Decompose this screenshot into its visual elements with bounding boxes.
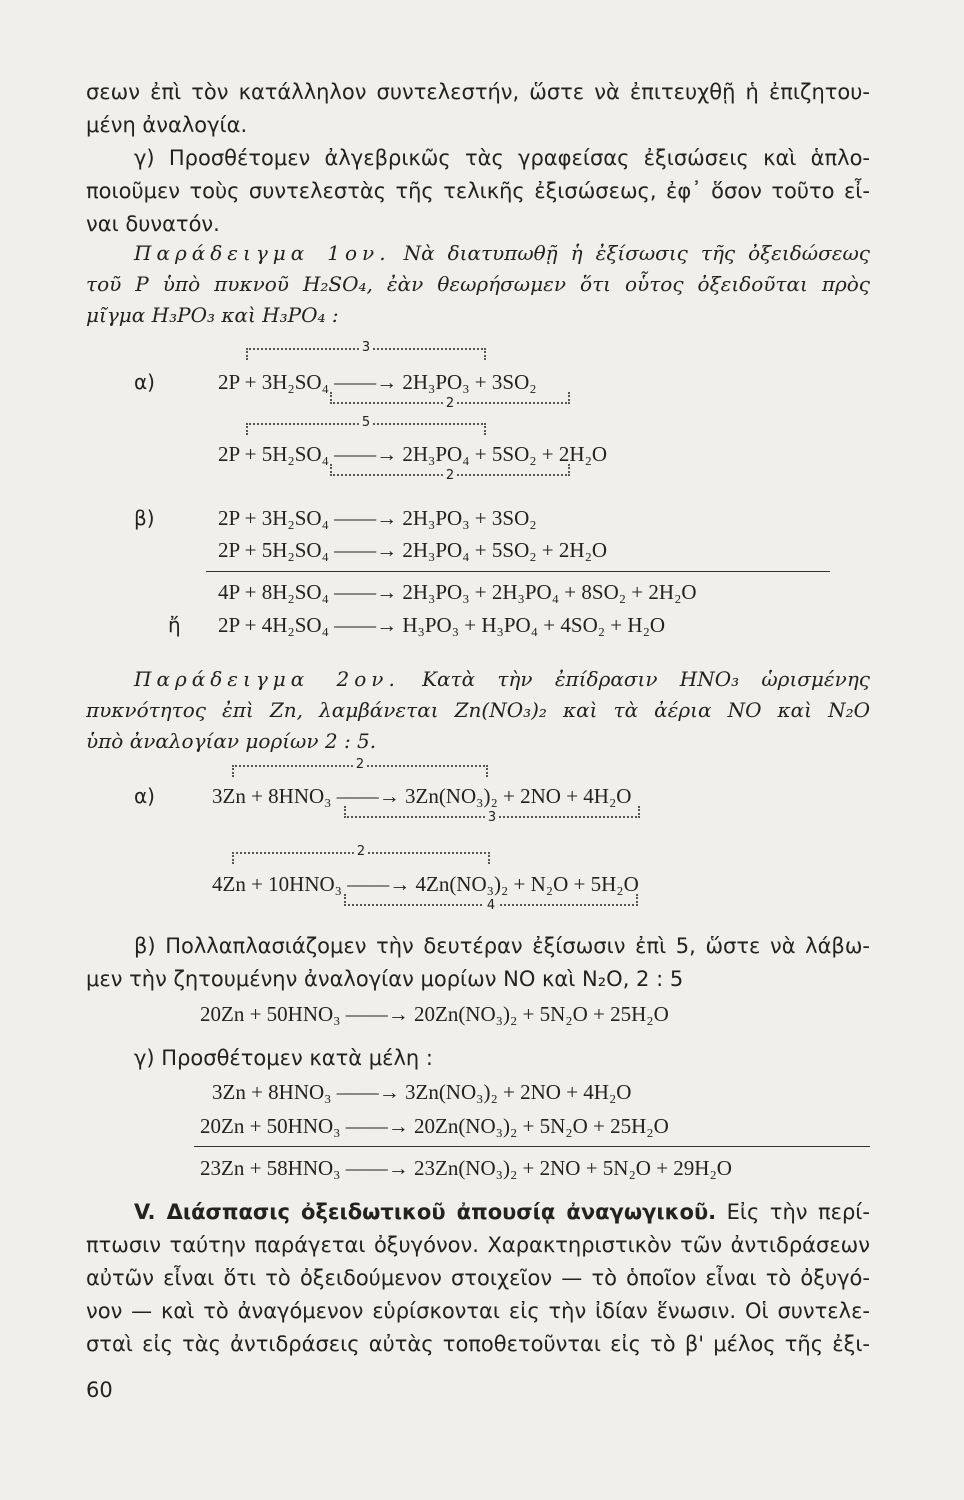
text-line: σταὶ εἰς τὰς ἀντιδράσεις αὐτὰς τοποθετοῦνται εἰς τὸ β' μέλος τῆς ἐξι-: [86, 1332, 870, 1356]
step-beta-paragraph: [86, 930, 870, 996]
text-line: μένη ἀναλογία.: [86, 113, 248, 137]
text-line: ὑπὸ ἀναλογίαν μορίων 2 : 5.: [86, 729, 377, 753]
page-number: 60: [86, 1378, 113, 1402]
electron-bracket: [344, 806, 640, 825]
label-alpha: α): [134, 370, 155, 394]
text-line: τοῦ P ὑπὸ πυκνοῦ H₂SO₄, ἐὰν θεωρήσωμεν ὅτι οὗτος ὀξειδοῦται πρὸς: [86, 272, 870, 296]
text-line: [86, 238, 870, 269]
bracket-label: 3: [359, 341, 373, 355]
section-v-paragraph: [86, 1196, 870, 1361]
equation: 20Zn + 50HNO₃ ——→ 20Zn(NO₃)₂ + 5N₂O + 25H₂O: [200, 1114, 669, 1138]
electron-bracket: [330, 464, 570, 483]
bracket-label: 4: [484, 899, 498, 913]
text-line: πυκνότητος ἐπὶ Zn, λαμβάνεται Zn(NO₃)₂ καὶ τὰ ἀέρια NO καὶ N₂O: [86, 698, 870, 722]
label-alpha: α): [134, 784, 155, 808]
electron-bracket: [344, 894, 638, 913]
example-heading: Παράδειγμα 1ον.: [134, 241, 391, 265]
text-line: αὐτῶν εἶναι ὅτι τὸ ὀξειδούμενον στοιχεῖον — τὸ ὁποῖον εἶναι τὸ ὀξυγό-: [86, 1266, 870, 1290]
electron-bracket: [232, 757, 488, 777]
equation-sum: 23Zn + 58HNO₃ ——→ 23Zn(NO₃)₂ + 2NO + 5N₂O + 29H₂O: [200, 1156, 732, 1180]
example1-statement: [86, 238, 870, 331]
bracket-label: 2: [443, 397, 457, 411]
equation: 2P + 5H₂SO₄ ——→ 2H₃PO₄ + 5SO₂ + 2H₂O: [218, 538, 608, 562]
equation: 2P + 3H₂SO₄ ——→ 2H₃PO₃ + 3SO₂: [218, 506, 537, 530]
text-line: β) Πολλαπλασιάζομεν τὴν δευτέραν ἐξίσωσιν ἐπὶ 5, ὥστε νὰ λάβω-: [134, 934, 870, 958]
text-line: [86, 664, 870, 695]
equation: 2P + 4H₂SO₄ ——→ H₃PO₃ + H₃PO₄ + 4SO₂ + H₂O: [218, 613, 666, 637]
example-heading: Παράδειγμα 2ον.: [134, 667, 400, 691]
text-line: [86, 1196, 870, 1229]
bracket-label: 2: [443, 469, 457, 483]
equation-sum: 4P + 8H₂SO₄ ——→ 2H₃PO₃ + 2H₃PO₄ + 8SO₂ + 2H₂O: [218, 580, 697, 604]
bracket-label: 3: [485, 811, 499, 825]
label-or: ἤ: [168, 613, 181, 637]
text-line: ναι δυνατόν.: [86, 212, 220, 236]
sum-rule: [206, 571, 830, 572]
label-beta: β): [134, 506, 155, 530]
text-line: γ) Προσθέτομεν κατὰ μέλη :: [134, 1046, 433, 1070]
statement-text: Κατὰ τὴν ἐπίδρασιν HNO₃ ὡρισμένης: [422, 667, 871, 691]
statement-text: Νὰ διατυπωθῇ ἡ ἐξίσωσις τῆς ὀξειδώσεως: [403, 241, 870, 265]
electron-bracket: [246, 415, 486, 435]
electron-bracket: [246, 340, 486, 360]
equation: 3Zn + 8HNO₃ ——→ 3Zn(NO₃)₂ + 2NO + 4H₂O: [212, 1080, 632, 1104]
equation: 3Zn + 8HNO₃ ——→ 3Zn(NO₃)₂ + 2NO + 4H₂O: [212, 784, 632, 808]
section-heading: V. Διάσπασις ὀξειδωτικοῦ ἀπουσίᾳ ἀναγωγικοῦ.: [134, 1200, 717, 1224]
equation: 4Zn + 10HNO₃ ——→ 4Zn(NO₃)₂ + N₂O + 5H₂O: [212, 872, 639, 896]
text-line: μεν τὴν ζητουμένην ἀναλογίαν μορίων NO καὶ N₂O, 2 : 5: [86, 967, 684, 991]
example2-statement: [86, 664, 870, 757]
bracket-label: 5: [359, 416, 373, 430]
text-line: πτωσιν ταύτην παράγεται ὀξυγόνον. Χαρακτηριστικὸν τῶν ἀντιδράσεων: [86, 1233, 870, 1257]
electron-bracket: [330, 392, 570, 411]
step-gamma-paragraph: [86, 1042, 870, 1075]
bracket-label: 2: [354, 845, 368, 859]
equation: 2P + 3H₂SO₄ ——→ 2H₃PO₃ + 3SO₂: [218, 370, 537, 394]
section-text: Εἰς τὴν περί-: [726, 1200, 870, 1224]
equation: 2P + 5H₂SO₄ ——→ 2H₃PO₄ + 5SO₂ + 2H₂O: [218, 442, 608, 466]
equation: 20Zn + 50HNO₃ ——→ 20Zn(NO₃)₂ + 5N₂O + 25H₂O: [200, 1002, 669, 1026]
text-line: γ) Προσθέτομεν ἀλγεβρικῶς τὰς γραφείσας ἐξισώσεις καὶ ἁπλο-: [134, 146, 870, 170]
text-line: μῖγμα H₃PO₃ καὶ H₃PO₄ :: [86, 303, 339, 327]
intro-paragraph: [86, 76, 870, 241]
text-line: νον — καὶ τὸ ἀναγόμενον εὑρίσκονται εἰς τὴν ἰδίαν ἕνωσιν. Οἱ συντελε-: [86, 1299, 870, 1323]
text-line: ποιοῦμεν τοὺς συντελεστὰς τῆς τελικῆς ἐξισώσεως, ἐφ᾽ ὅσον τοῦτο εἶ-: [86, 179, 870, 203]
sum-rule: [194, 1146, 870, 1147]
electron-bracket: [232, 844, 490, 864]
text-line: σεων ἐπὶ τὸν κατάλληλον συντελεστήν, ὥστε νὰ ἐπιτευχθῇ ἡ ἐπιζητου-: [86, 80, 870, 104]
bracket-label: 2: [353, 758, 367, 772]
